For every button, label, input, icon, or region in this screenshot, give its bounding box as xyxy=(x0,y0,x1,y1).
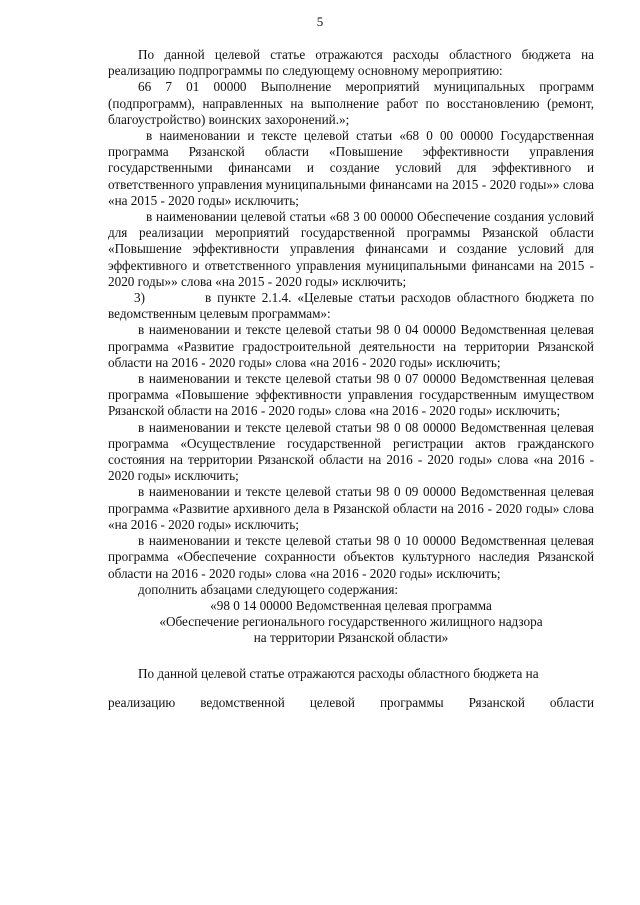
heading-line-3: на территории Рязанской области» xyxy=(253,630,449,646)
paragraph-article-98007: в наименовании и тексте целевой статьи 98 0 07 00000 Ведомственная целевая программа «Повышение эффективности управления государственным имуществом Рязанской области на 2016 - 2020 годы» слова «на 2016 - 2020 годы» исключить; xyxy=(108,371,594,419)
spacer xyxy=(108,647,594,666)
heading-line-2: «Обеспечение регионального государственного жилищного надзора xyxy=(159,614,543,630)
document-body xyxy=(108,47,598,724)
heading-line-1: «98 0 14 00000 Ведомственная целевая программа xyxy=(210,597,492,613)
paragraph-item-66701: 66 7 01 00000 Выполнение мероприятий муниципальных программ (подпрограмм), направленных на выполнение работ по восстановлению (ремонт, благоустройство) воинских захоронений.»; xyxy=(108,79,594,127)
paragraph-article-98009: в наименовании и тексте целевой статьи 98 0 09 00000 Ведомственная целевая программа «Развитие архивного дела в Рязанской области на 2016 - 2020 годы» слова «на 2016 - 2020 годы» исключить; xyxy=(108,484,594,532)
paragraph-article-98008: в наименовании и тексте целевой статьи 98 0 08 00000 Ведомственная целевая программа «Осуществление государственной регистрации актов гражданского состояния на территории Рязанской области на 2016 - 2020 годы» слова «на 2016 - 2020 годы» исключить; xyxy=(108,419,594,484)
page-number: 5 xyxy=(316,14,324,29)
paragraph-article-68000: в наименовании и тексте целевой статьи «68 0 00 00000 Государственная программа Рязанской области «Повышение эффективности управления государственными финансами и создание условий для эффективного и ответственного управления муниципальными финансами на 2015 - 2020 годы»» слова «на 2015 - 2020 годы» исключить; xyxy=(108,128,594,208)
paragraph-point-3: 3) в пункте 2.1.4. «Целевые статьи расходов областного бюджета по ведомственным целевым программам»: xyxy=(108,290,598,322)
paragraph-article-68300: в наименовании целевой статьи «68 3 00 00000 Обеспечение создания условий для реализации мероприятий государственной программы Рязанской области «Повышение эффективности управления финансами и создание условий для эффективного и ответственного управления муниципальными финансами на 2015 - 2020 годы»» слова «на 2015 - 2020 годы» исключить; xyxy=(108,209,594,289)
paragraph-article-98010: в наименовании и тексте целевой статьи 98 0 10 00000 Ведомственная целевая программа «Обеспечение сохранности объектов культурного наследия Рязанской области на 2016 - 2020 годы» слова «на 2016 - 2020 годы» исключить; xyxy=(108,533,594,581)
paragraph-final-line-1: По данной целевой статье отражаются расходы областного бюджета на xyxy=(138,665,539,681)
paragraph-final-line-2: реализацию ведомственной целевой программы Рязанской области xyxy=(108,694,594,710)
paragraph-article-98004: в наименовании и тексте целевой статьи 98 0 04 00000 Ведомственная целевая программа «Развитие градостроительной деятельности на территории Рязанской области на 2016 - 2020 годы» слова «на 2016 - 2020 годы» исключить; xyxy=(108,322,594,370)
paragraph-add-statement: дополнить абзацами следующего содержания: xyxy=(138,581,399,597)
paragraph-expenses-intro: По данной целевой статье отражаются расходы областного бюджета на реализацию подпрограммы по следующему основному мероприятию: xyxy=(108,47,594,79)
